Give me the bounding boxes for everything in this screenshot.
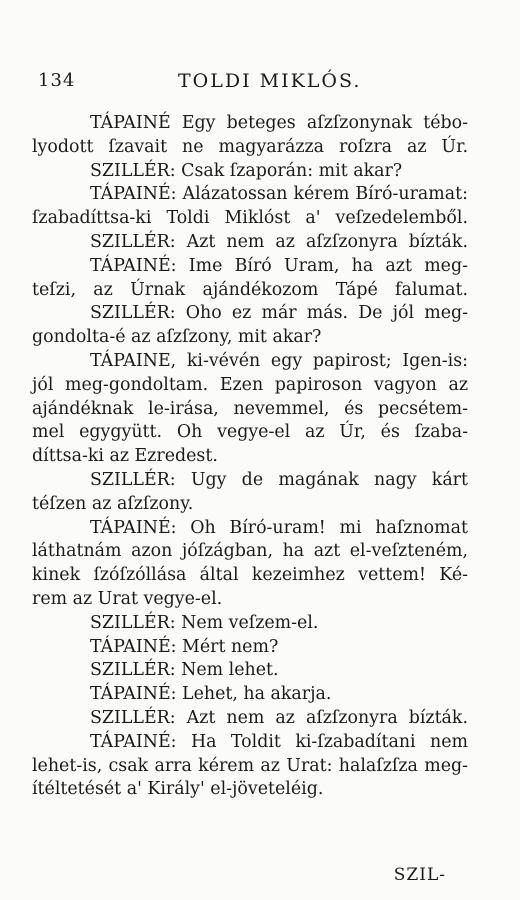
text-line: díttsa-ki az Ezredest. (32, 446, 218, 467)
catchword: SZIL- (393, 865, 446, 885)
text-line: TÁPAINÉ: Mért nem? (90, 636, 279, 657)
text-line: SZILLÉR: Ugy de magának nagy kárt (90, 469, 468, 490)
text-line: TÁPAINÉ: Ime Bíró Uram, ha azt meg- (90, 255, 468, 276)
text-line: TÁPAINÉ: Oh Bíró-uram! mi haſznomat (90, 517, 468, 538)
text-line: kinek ſzóſzóllása által kezeimhez vettem! Ké- (32, 565, 468, 586)
text-line: lehet-is, csak arra kérem az Urat: halaſzſza meg- (32, 755, 468, 776)
text-line: gondolta-é az aſzſzony, mit akar? (32, 327, 322, 348)
page-number: 134 (38, 70, 76, 91)
page-body (32, 112, 468, 802)
running-title: TOLDI MIKLÓS. (178, 70, 362, 92)
text-line: téſzen az aſzſzony. (32, 493, 194, 514)
text-line: SZILLÉR: Oho ez már más. De jól meg- (90, 303, 468, 324)
text-line: TÁPAINÉ: Ha Toldit ki-ſzabadítani nem (90, 731, 468, 752)
text-line: ajándéknak le-irása, nevemmel, és pecsétem- (32, 398, 468, 419)
text-line: TÁPAINÉ: Alázatossan kérem Bíró-uramat: (90, 184, 468, 205)
text-line: SZILLÉR: Azt nem az aſzſzonyra bízták. (90, 231, 468, 252)
text-line: láthatnám azon jóſzágban, ha azt el-veſzteném, (32, 541, 468, 562)
text-line: mel egygyütt. Oh vegye-el az Úr, és ſzaba- (32, 422, 468, 443)
text-line: SZILLÉR: Nem veſzem-el. (90, 612, 319, 633)
text-line: SZILLÉR: Csak ſzaporán: mit akar? (90, 160, 403, 181)
text-line: ítéltetését a' Király' el-jöveteléig. (32, 779, 324, 800)
text-line: ſzabadíttsa-ki Toldi Miklóst a' veſzedelemből. (32, 208, 468, 229)
text-line: rem az Urat vegye-el. (32, 588, 223, 609)
text-line: teſzi, az Úrnak ajándékozom Tápé falumat. (32, 279, 468, 300)
text-line: jól meg-gondoltam. Ezen papiroson vagyon az (32, 374, 468, 395)
text-line: TÁPAINÉ: Lehet, ha akarja. (90, 684, 332, 705)
text-line: SZILLÉR: Nem lehet. (90, 660, 279, 681)
page-header (38, 70, 480, 100)
text-line: TÁPAINÉ Egy beteges aſzſzonynak tébo- (90, 113, 468, 133)
text-line: lyodott ſzavait ne magyarázza roſzra az Úr. (32, 136, 468, 157)
text-line: TÁPAINE, ki-vévén egy papirost; Igen-is: (90, 350, 468, 371)
text-line: SZILLÉR: Azt nem az aſzſzonyra bízták. (90, 707, 468, 728)
